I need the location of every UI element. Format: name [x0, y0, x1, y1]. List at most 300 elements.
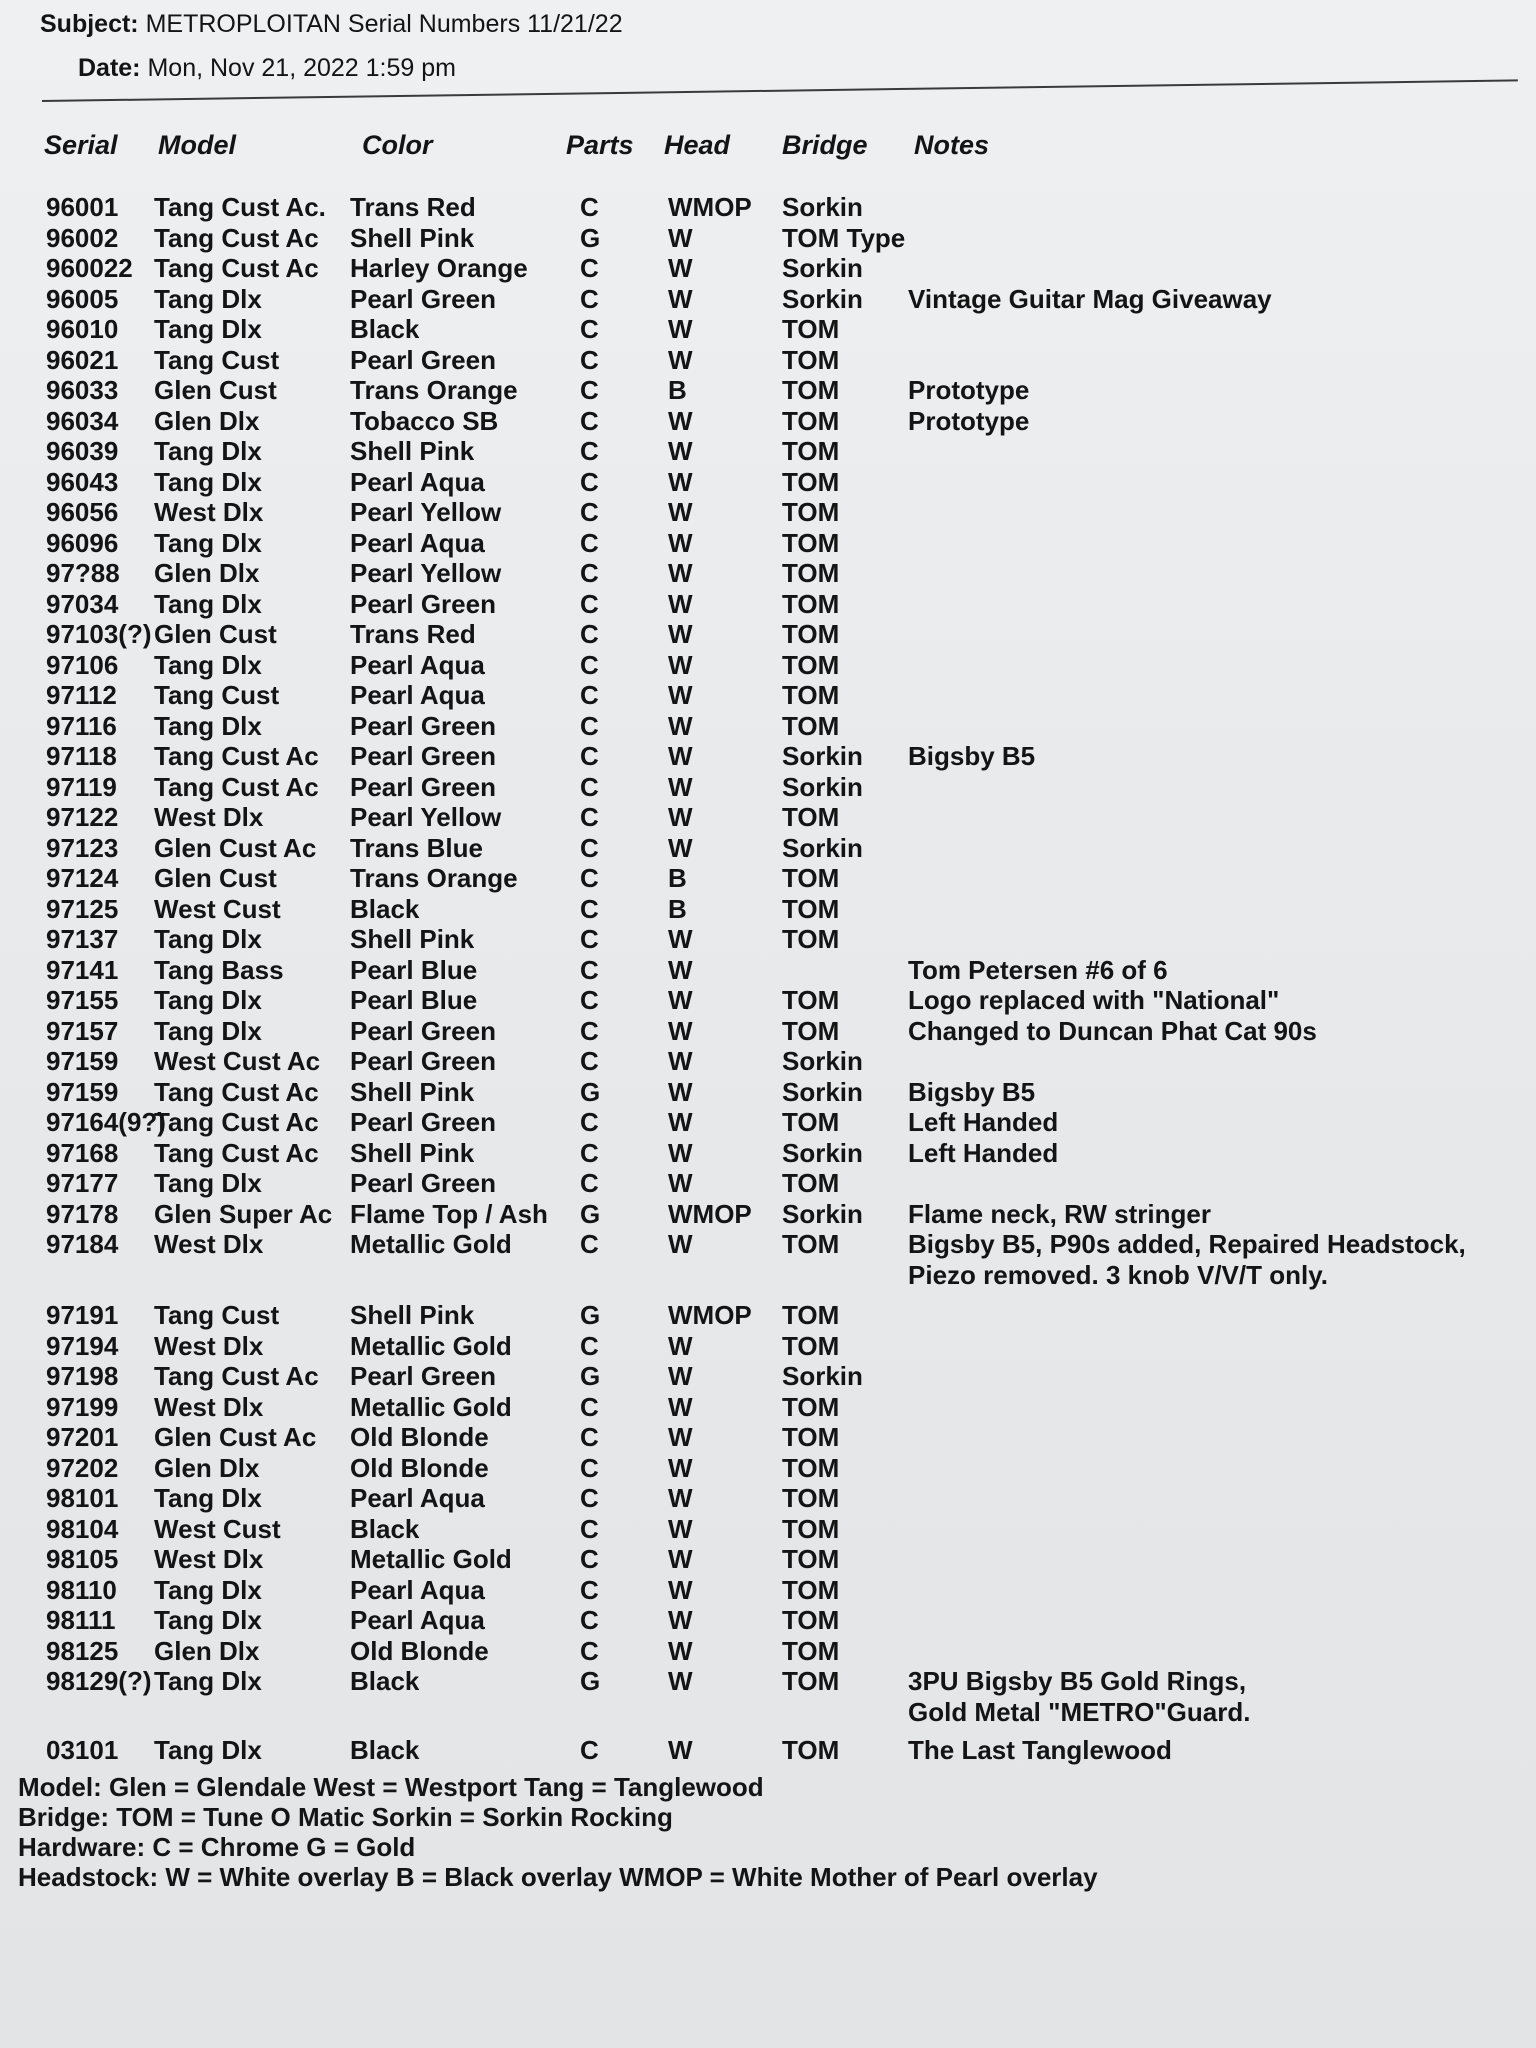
cell-serial: 97106	[46, 649, 119, 680]
table-row	[0, 1605, 1536, 1635]
cell-serial: 97184	[46, 1229, 119, 1259]
cell-head: W	[668, 680, 693, 710]
cell-bridge: TOM	[782, 405, 840, 436]
cell-color: Pearl Green	[350, 1168, 496, 1198]
cell-bridge: TOM	[782, 527, 840, 558]
cell-color: Shell Pink	[350, 1300, 475, 1330]
cell-parts: G	[580, 1300, 601, 1330]
cell-notes: Left Handed	[908, 1137, 1059, 1168]
cell-head: W	[668, 527, 693, 558]
table-row	[0, 894, 1536, 924]
cell-model: Tang Cust Ac	[154, 1107, 319, 1137]
cell-head: W	[668, 1168, 693, 1198]
table-row	[0, 1107, 1536, 1137]
cell-bridge: TOM	[782, 314, 840, 344]
cell-model: Tang Dlx	[154, 1735, 262, 1765]
table-row	[0, 1392, 1536, 1422]
cell-head: W	[668, 771, 693, 802]
table-row	[0, 1697, 1536, 1727]
cell-color: Pearl Green	[350, 1046, 496, 1076]
cell-head: W	[668, 344, 693, 375]
cell-parts: C	[580, 192, 599, 222]
cell-bridge: TOM	[782, 558, 840, 588]
cell-model: Tang Dlx	[154, 527, 262, 558]
table-row	[0, 1229, 1536, 1259]
cell-notes: Bigsby B5, P90s added, Repaired Headstock,	[908, 1229, 1466, 1259]
cell-head: W	[668, 741, 693, 771]
cell-serial: 97141	[46, 954, 119, 985]
cell-model: Tang Cust	[154, 344, 280, 375]
cell-notes: 3PU Bigsby B5 Gold Rings,	[908, 1666, 1247, 1696]
cell-color: Pearl Green	[350, 1361, 496, 1391]
cell-head: W	[668, 1015, 693, 1046]
cell-model: West Dlx	[154, 1544, 264, 1574]
cell-parts: C	[580, 893, 599, 924]
cell-head: WMOP	[668, 192, 752, 222]
cell-model: Tang Dlx	[154, 1168, 262, 1198]
cell-bridge: Sorkin	[782, 1137, 863, 1168]
cell-parts: C	[580, 1635, 599, 1666]
date-label: Date:	[78, 54, 141, 82]
cell-parts: C	[580, 1229, 599, 1259]
cell-bridge: Sorkin	[782, 741, 863, 771]
cell-head: W	[668, 1076, 693, 1107]
cell-head: W	[668, 832, 693, 863]
cell-serial: 97198	[46, 1361, 119, 1391]
cell-model: West Dlx	[154, 1391, 264, 1422]
cell-head: B	[668, 375, 687, 405]
table-row	[0, 528, 1536, 558]
cell-head: WMOP	[668, 1300, 752, 1330]
cell-color: Tobacco SB	[350, 405, 499, 436]
cell-head: W	[668, 466, 693, 497]
table-row	[0, 192, 1536, 222]
cell-model: Glen Cust Ac	[154, 832, 317, 863]
table-row	[0, 1300, 1536, 1330]
cell-model: Tang Dlx	[154, 985, 262, 1015]
cell-color: Shell Pink	[350, 222, 475, 253]
cell-model: Tang Dlx	[154, 649, 262, 680]
table-row	[0, 1361, 1536, 1391]
cell-model: West Cust	[154, 1513, 281, 1544]
table-row	[0, 1453, 1536, 1483]
cell-parts: C	[580, 527, 599, 558]
cell-model: Tang Dlx	[154, 1015, 262, 1046]
cell-color: Pearl Green	[350, 771, 496, 802]
cell-head: W	[668, 1544, 693, 1574]
cell-serial: 97118	[46, 741, 117, 771]
table-row	[0, 589, 1536, 619]
cell-head: W	[668, 1229, 693, 1259]
cell-notes: Bigsby B5	[908, 1076, 1036, 1107]
cell-head: WMOP	[668, 1198, 752, 1229]
cell-color: Old Blonde	[350, 1635, 489, 1666]
column-header-model: Model	[158, 130, 236, 160]
subject-value: METROPLOITAN Serial Numbers 11/21/22	[145, 10, 623, 38]
cell-serial: 96039	[46, 436, 119, 466]
column-header-notes: Notes	[914, 130, 990, 160]
cell-color: Pearl Green	[350, 710, 496, 741]
cell-head: W	[668, 985, 693, 1015]
cell-model: Tang Cust Ac	[154, 1137, 319, 1168]
cell-color: Shell Pink	[350, 436, 475, 466]
cell-serial: 97191	[46, 1300, 119, 1330]
cell-parts: C	[580, 1574, 599, 1605]
cell-serial: 98101	[46, 1483, 119, 1513]
cell-color: Pearl Aqua	[350, 1574, 485, 1605]
table-row	[0, 497, 1536, 527]
cell-serial: 97199	[46, 1391, 119, 1422]
table-row	[0, 863, 1536, 893]
cell-color: Pearl Aqua	[350, 466, 485, 497]
date-value: Mon, Nov 21, 2022 1:59 pm	[147, 54, 456, 82]
table-row	[0, 1138, 1536, 1168]
cell-model: Tang Dlx	[154, 1666, 262, 1696]
cell-bridge: TOM	[782, 1605, 840, 1635]
cell-head: W	[668, 619, 693, 649]
cell-head: B	[668, 893, 687, 924]
cell-bridge: TOM	[782, 619, 840, 649]
cell-notes: Piezo removed. 3 knob V/V/T only.	[908, 1259, 1328, 1290]
cell-color: Black	[350, 314, 420, 344]
cell-notes: Logo replaced with "National"	[908, 985, 1280, 1015]
cell-head: W	[668, 405, 693, 436]
column-header-bridge: Bridge	[782, 130, 868, 160]
cell-model: Glen Dlx	[154, 558, 260, 588]
cell-bridge: TOM	[782, 1635, 840, 1666]
cell-head: W	[668, 436, 693, 466]
cell-bridge: TOM	[782, 436, 840, 466]
cell-model: Tang Dlx	[154, 1483, 262, 1513]
cell-bridge: TOM	[782, 710, 840, 741]
cell-parts: G	[580, 1198, 601, 1229]
cell-parts: C	[580, 1107, 599, 1137]
cell-bridge: TOM	[782, 1544, 840, 1574]
cell-bridge: Sorkin	[782, 192, 863, 222]
table-row	[0, 253, 1536, 283]
cell-parts: C	[580, 283, 599, 314]
cell-notes: Vintage Guitar Mag Giveaway	[908, 283, 1272, 314]
cell-color: Pearl Aqua	[350, 680, 485, 710]
cell-color: Pearl Aqua	[350, 1483, 485, 1513]
cell-bridge: Sorkin	[782, 1361, 863, 1391]
cell-head: W	[668, 1735, 693, 1765]
cell-serial: 97201	[46, 1422, 119, 1452]
cell-model: Glen Dlx	[154, 1452, 260, 1483]
cell-bridge: TOM	[782, 1391, 840, 1422]
cell-color: Pearl Green	[350, 283, 496, 314]
cell-parts: C	[580, 314, 599, 344]
cell-parts: C	[580, 1330, 599, 1361]
table-row	[0, 833, 1536, 863]
cell-parts: C	[580, 405, 599, 436]
cell-model: Tang Cust Ac	[154, 771, 319, 802]
cell-bridge: TOM Type	[782, 222, 906, 253]
table-row	[0, 1422, 1536, 1452]
cell-model: Glen Dlx	[154, 405, 260, 436]
cell-bridge: TOM	[782, 649, 840, 680]
cell-head: B	[668, 863, 687, 893]
table-row	[0, 1544, 1536, 1574]
cell-model: Tang Cust Ac	[154, 1361, 319, 1391]
cell-model: Tang Cust	[154, 680, 280, 710]
cell-serial: 98111	[46, 1605, 116, 1635]
table-row	[0, 467, 1536, 497]
cell-serial: 97155	[46, 985, 119, 1015]
table-row	[0, 680, 1536, 710]
table-row	[0, 1514, 1536, 1544]
cell-bridge: Sorkin	[782, 283, 863, 314]
cell-parts: C	[580, 1735, 599, 1765]
cell-head: W	[668, 1391, 693, 1422]
cell-bridge: TOM	[782, 588, 840, 619]
cell-serial: 96002	[46, 222, 119, 253]
cell-bridge: Sorkin	[782, 771, 863, 802]
table-row	[0, 619, 1536, 649]
cell-notes: Prototype	[908, 405, 1030, 436]
cell-model: Tang Dlx	[154, 1574, 262, 1605]
cell-parts: C	[580, 1544, 599, 1574]
cell-serial: 03101	[46, 1735, 119, 1765]
cell-model: Glen Cust	[154, 863, 277, 893]
cell-serial: 96096	[46, 527, 119, 558]
cell-model: Glen Cust	[154, 619, 277, 649]
cell-serial: 97194	[46, 1330, 119, 1361]
cell-model: Tang Dlx	[154, 466, 262, 497]
cell-parts: C	[580, 436, 599, 466]
cell-head: W	[668, 1605, 693, 1635]
cell-head: W	[668, 649, 693, 680]
cell-bridge: TOM	[782, 680, 840, 710]
cell-bridge: Sorkin	[782, 832, 863, 863]
cell-parts: C	[580, 802, 599, 832]
cell-parts: C	[580, 1483, 599, 1513]
cell-head: W	[668, 1361, 693, 1391]
cell-model: Glen Cust Ac	[154, 1422, 317, 1452]
cell-color: Black	[350, 893, 420, 924]
cell-parts: C	[580, 588, 599, 619]
cell-head: W	[668, 1107, 693, 1137]
cell-color: Pearl Green	[350, 344, 496, 375]
cell-head: W	[668, 1513, 693, 1544]
cell-color: Pearl Green	[350, 588, 496, 619]
cell-serial: 97034	[46, 588, 119, 619]
cell-model: Tang Dlx	[154, 436, 262, 466]
cell-serial: 97178	[46, 1198, 119, 1229]
cell-parts: G	[580, 1666, 601, 1696]
table-row	[0, 955, 1536, 985]
cell-serial: 97116	[46, 710, 117, 741]
cell-model: Tang Bass	[154, 954, 284, 985]
table-row	[0, 711, 1536, 741]
cell-color: Pearl Yellow	[350, 558, 502, 588]
cell-color: Metallic Gold	[350, 1391, 512, 1422]
cell-parts: C	[580, 1168, 599, 1198]
cell-notes: Gold Metal "METRO"Guard.	[908, 1696, 1251, 1727]
date-line	[78, 54, 456, 83]
table-row	[0, 314, 1536, 344]
cell-head: W	[668, 954, 693, 985]
cell-head: W	[668, 283, 693, 314]
cell-parts: C	[580, 1513, 599, 1544]
cell-color: Trans Red	[350, 619, 476, 649]
cell-head: W	[668, 1666, 693, 1696]
cell-serial: 96010	[46, 314, 119, 344]
cell-serial: 97119	[46, 771, 117, 802]
table-row	[0, 223, 1536, 253]
cell-head: W	[668, 1422, 693, 1452]
cell-model: Tang Cust Ac	[154, 222, 319, 253]
cell-model: West Cust	[154, 893, 281, 924]
cell-parts: C	[580, 985, 599, 1015]
cell-notes: Changed to Duncan Phat Cat 90s	[908, 1015, 1317, 1046]
cell-notes: Left Handed	[908, 1107, 1059, 1137]
table-row	[0, 985, 1536, 1015]
cell-model: Tang Cust Ac	[154, 1076, 319, 1107]
column-header-parts: Parts	[566, 130, 634, 160]
cell-color: Black	[350, 1735, 420, 1765]
cell-model: Tang Cust Ac	[154, 741, 319, 771]
table-row	[0, 1199, 1536, 1229]
cell-head: W	[668, 924, 693, 954]
cell-parts: C	[580, 1015, 599, 1046]
cell-bridge: TOM	[782, 1666, 840, 1696]
cell-serial: 96043	[46, 466, 119, 497]
legend-model: Model: Glen = Glendale West = Westport Tang = Tanglewood	[18, 1772, 764, 1802]
cell-bridge: TOM	[782, 1452, 840, 1483]
table-row	[0, 924, 1536, 954]
table-row	[0, 1016, 1536, 1046]
column-header-color: Color	[362, 130, 433, 160]
cell-color: Shell Pink	[350, 1076, 475, 1107]
cell-head: W	[668, 558, 693, 588]
cell-serial: 97177	[46, 1168, 119, 1198]
cell-model: Tang Dlx	[154, 588, 262, 619]
cell-serial: 96005	[46, 283, 119, 314]
table-row	[0, 1636, 1536, 1666]
legend-headstock: Headstock: W = White overlay B = Black overlay WMOP = White Mother of Pearl overlay	[18, 1862, 1098, 1892]
cell-head: W	[668, 1574, 693, 1605]
cell-parts: G	[580, 222, 601, 253]
cell-parts: C	[580, 1137, 599, 1168]
cell-parts: C	[580, 497, 599, 527]
table-row	[0, 406, 1536, 436]
column-header-head: Head	[664, 130, 731, 160]
table-row	[0, 284, 1536, 314]
cell-serial: 97164(9?)	[46, 1107, 166, 1137]
cell-bridge: TOM	[782, 466, 840, 497]
cell-head: W	[668, 1137, 693, 1168]
cell-color: Pearl Green	[350, 1107, 496, 1137]
cell-color: Pearl Blue	[350, 954, 478, 985]
cell-parts: C	[580, 954, 599, 985]
legend-hardware: Hardware: C = Chrome G = Gold	[18, 1832, 416, 1862]
cell-serial: 96056	[46, 497, 119, 527]
cell-head: W	[668, 222, 693, 253]
cell-bridge: Sorkin	[782, 1198, 863, 1229]
cell-parts: C	[580, 1452, 599, 1483]
cell-color: Pearl Yellow	[350, 497, 502, 527]
cell-notes: Bigsby B5	[908, 741, 1036, 771]
cell-color: Shell Pink	[350, 1137, 475, 1168]
cell-serial: 98129(?)	[46, 1666, 152, 1696]
cell-color: Trans Orange	[350, 863, 518, 893]
cell-color: Pearl Aqua	[350, 527, 485, 558]
cell-serial: 97123	[46, 832, 119, 863]
table-row	[0, 1483, 1536, 1513]
cell-parts: C	[580, 619, 599, 649]
cell-bridge: TOM	[782, 1300, 840, 1330]
cell-notes: Flame neck, RW stringer	[908, 1198, 1211, 1229]
cell-parts: C	[580, 1046, 599, 1076]
cell-model: Tang Dlx	[154, 283, 262, 314]
cell-head: W	[668, 1330, 693, 1361]
table-row	[0, 1260, 1536, 1290]
cell-serial: 97122	[46, 802, 119, 832]
cell-head: W	[668, 1452, 693, 1483]
cell-serial: 98110	[46, 1574, 117, 1605]
cell-bridge: TOM	[782, 1422, 840, 1452]
cell-model: Tang Cust Ac.	[154, 192, 326, 222]
cell-parts: G	[580, 1361, 601, 1391]
subject-label: Subject:	[40, 10, 139, 38]
cell-serial: 97159	[46, 1076, 119, 1107]
subject-line	[40, 10, 623, 39]
cell-model: Glen Dlx	[154, 1635, 260, 1666]
table-row	[0, 772, 1536, 802]
legend-bridge: Bridge: TOM = Tune O Matic Sorkin = Sorkin Rocking	[18, 1802, 673, 1832]
cell-color: Metallic Gold	[350, 1544, 512, 1574]
cell-model: Tang Dlx	[154, 1605, 262, 1635]
cell-color: Trans Red	[350, 192, 476, 222]
cell-parts: C	[580, 863, 599, 893]
table-row	[0, 650, 1536, 680]
cell-serial: 97157	[46, 1015, 119, 1046]
cell-color: Pearl Green	[350, 741, 496, 771]
cell-bridge: TOM	[782, 1483, 840, 1513]
cell-notes: The Last Tanglewood	[908, 1735, 1172, 1765]
cell-serial: 97137	[46, 924, 119, 954]
cell-head: W	[668, 253, 693, 283]
table-row	[0, 1735, 1536, 1765]
cell-serial: 98105	[46, 1544, 119, 1574]
cell-color: Harley Orange	[350, 253, 528, 283]
cell-head: W	[668, 314, 693, 344]
cell-model: Tang Dlx	[154, 710, 262, 741]
cell-bridge: TOM	[782, 1330, 840, 1361]
cell-serial: 97112	[46, 680, 117, 710]
cell-head: W	[668, 588, 693, 619]
cell-color: Shell Pink	[350, 924, 475, 954]
cell-model: Glen Cust	[154, 375, 277, 405]
cell-color: Old Blonde	[350, 1452, 489, 1483]
cell-bridge: TOM	[782, 802, 840, 832]
table-row	[0, 802, 1536, 832]
cell-model: Tang Dlx	[154, 924, 262, 954]
cell-bridge: TOM	[782, 1229, 840, 1259]
cell-model: West Dlx	[154, 1229, 264, 1259]
cell-model: West Dlx	[154, 497, 264, 527]
cell-serial: 97?88	[46, 558, 120, 588]
cell-model: Tang Cust Ac	[154, 253, 319, 283]
cell-color: Flame Top / Ash	[350, 1198, 548, 1229]
table-row	[0, 1077, 1536, 1107]
cell-parts: C	[580, 1605, 599, 1635]
table-row	[0, 741, 1536, 771]
cell-bridge: TOM	[782, 1015, 840, 1046]
cell-serial: 97103(?)	[46, 619, 152, 649]
cell-color: Pearl Aqua	[350, 1605, 485, 1635]
